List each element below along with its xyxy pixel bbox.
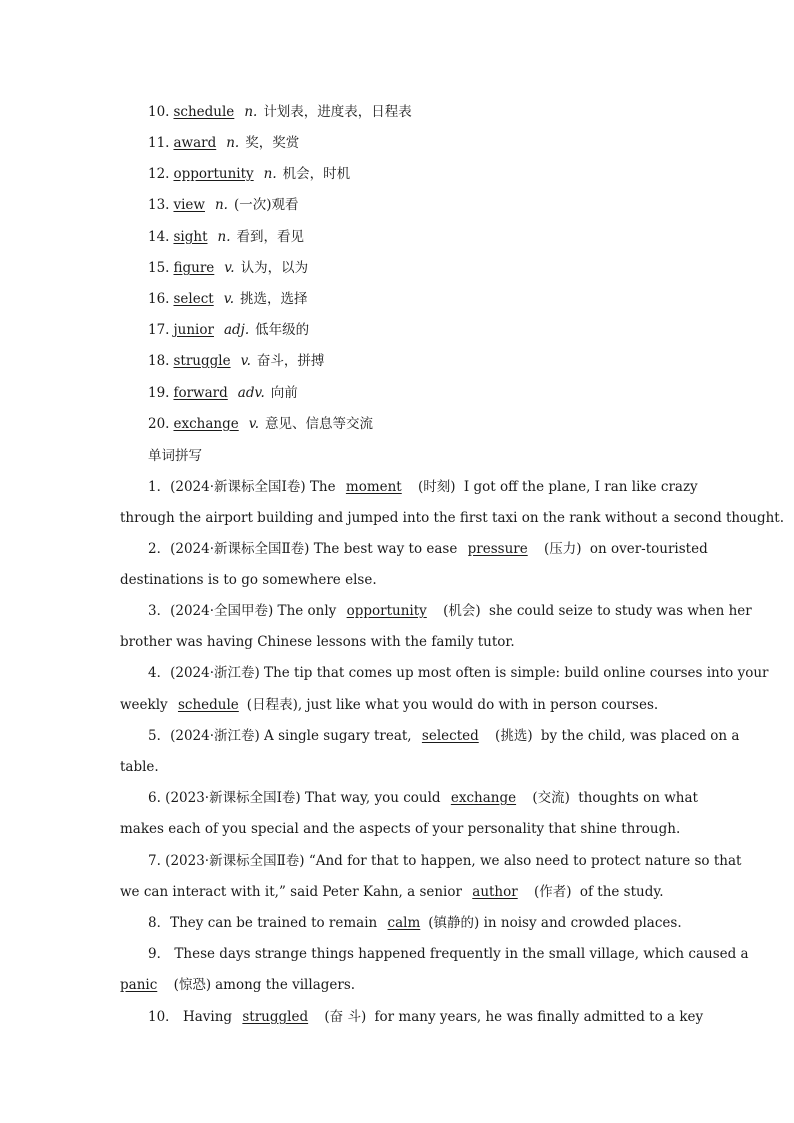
answer-blank: calm — [387, 915, 421, 931]
exercise-4-line-1: 4．(2024·浙江卷) The tip that comes up most often is simple: build online courses into your — [148, 665, 769, 681]
vocab-item: 16. select v. 挑选，选择 — [148, 291, 308, 307]
vocab-word: exchange — [173, 416, 239, 432]
vocab-word: figure — [173, 260, 215, 276]
answer-blank: opportunity — [346, 603, 427, 619]
vocab-word: junior — [173, 322, 214, 338]
exercise-8-line-1: 8．They can be trained to remain calm (镇静的) in noisy and crowded places. — [148, 915, 682, 931]
vocab-item: 20. exchange v. 意见、信息等交流 — [148, 416, 374, 432]
answer-blank: author — [472, 884, 518, 900]
exercise-9-line-1: 9． These days strange things happened frequently in the small village, which caused a — [148, 946, 749, 962]
exercise-9-line-2: panic (惊恐) among the villagers. — [120, 977, 356, 993]
exercise-2-line-2: destinations is to go somewhere else. — [120, 572, 377, 588]
vocab-item: 13. view n. (一次)观看 — [148, 197, 299, 213]
answer-blank: pressure — [467, 541, 528, 557]
exercise-4-line-2: weekly schedule (日程表), just like what you would do with in person courses. — [120, 697, 659, 713]
exercise-6-line-1: 6. (2023·新课标全国Ⅰ卷) That way, you could exchange (交流) thoughts on what — [148, 790, 698, 806]
vocab-item: 14. sight n. 看到，看见 — [148, 229, 304, 245]
vocab-word: schedule — [173, 104, 235, 120]
answer-blank: panic — [120, 977, 158, 993]
vocab-item: 10. schedule n. 计划表，进度表，日程表 — [148, 104, 412, 120]
vocab-word: award — [173, 135, 217, 151]
exercise-2-line-1: 2．(2024·新课标全国Ⅱ卷) The best way to ease pressure (压力) on over-touristed — [148, 541, 708, 557]
vocab-item: 12. opportunity n. 机会，时机 — [148, 166, 351, 182]
exercise-3-line-2: brother was having Chinese lessons with the family tutor. — [120, 634, 515, 650]
exercise-7-line-2: we can interact with it,” said Peter Kahn, a senior author (作者) of the study. — [120, 884, 664, 900]
exercise-3-line-1: 3．(2024·全国甲卷) The only opportunity (机会) she could seize to study was when her — [148, 603, 752, 619]
answer-blank: exchange — [450, 790, 517, 806]
vocab-word: struggle — [173, 353, 231, 369]
exercise-5-line-1: 5．(2024·浙江卷) A single sugary treat, selected (挑选) by the child, was placed on a — [148, 728, 740, 744]
answer-blank: moment — [345, 479, 402, 495]
vocab-item: 15. figure v. 认为，以为 — [148, 260, 309, 276]
exercise-1-line-2: through the airport building and jumped into the first taxi on the rank without a second thought. — [120, 510, 784, 526]
vocab-word: forward — [173, 385, 228, 401]
exercise-10-line-1: 10． Having struggled (奋 斗) for many years, he was finally admitted to a key — [148, 1009, 704, 1025]
vocab-item: 18. struggle v. 奋斗，拼搏 — [148, 353, 325, 369]
vocab-item: 19. forward adv. 向前 — [148, 385, 298, 401]
exercise-5-line-2: table. — [120, 759, 159, 775]
vocab-word: opportunity — [173, 166, 254, 182]
exercise-7-line-1: 7. (2023·新课标全国Ⅱ卷) “And for that to happen, we also need to protect nature so that — [148, 853, 742, 869]
exercise-1-line-1: 1．(2024·新课标全国Ⅰ卷) The moment (时刻) I got off the plane, I ran like crazy — [148, 479, 698, 495]
vocab-word: view — [173, 197, 205, 213]
section-title: 单词拼写 — [148, 448, 202, 464]
vocab-item: 17. junior adj. 低年级的 — [148, 322, 310, 338]
answer-blank: schedule — [177, 697, 239, 713]
exercise-6-line-2: makes each of you special and the aspects of your personality that shine through. — [120, 821, 681, 837]
answer-blank: selected — [421, 728, 479, 744]
answer-blank: struggled — [242, 1009, 309, 1025]
vocab-word: select — [173, 291, 214, 307]
vocab-word: sight — [173, 229, 208, 245]
vocab-item: 11. award n. 奖，奖赏 — [148, 135, 300, 151]
